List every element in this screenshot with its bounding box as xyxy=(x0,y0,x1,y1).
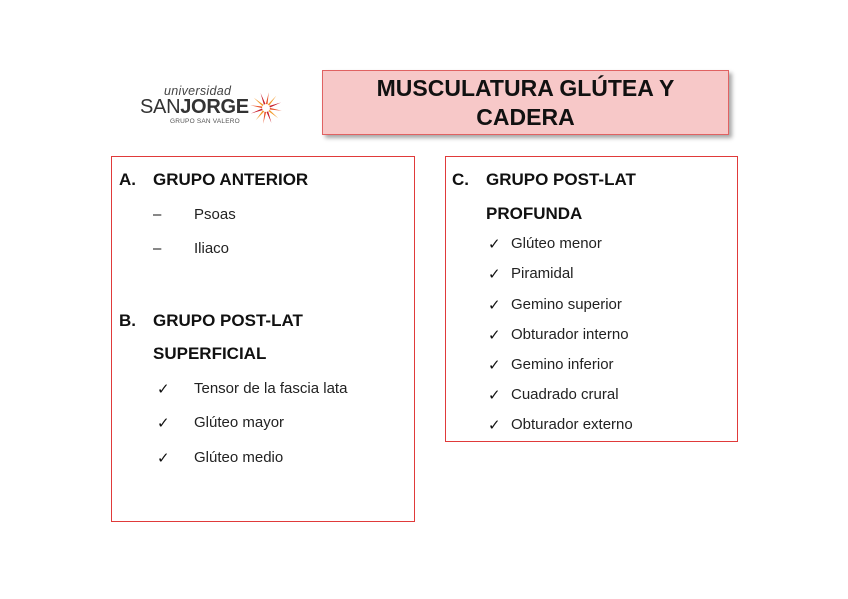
list-item: Glúteo menor xyxy=(511,235,602,252)
list-item: Piramidal xyxy=(511,265,574,282)
logo-jorge: JORGE xyxy=(180,96,249,118)
logo-star-ray xyxy=(269,103,281,108)
check-icon: ✓ xyxy=(488,236,501,253)
logo-star-ray xyxy=(261,93,266,105)
list-item: Iliaco xyxy=(194,240,230,257)
logo-star-ray xyxy=(256,110,264,120)
list-item: Psoas xyxy=(194,206,236,223)
logo-star-ray xyxy=(268,96,276,106)
slide-title xyxy=(322,70,729,135)
logo-universidad-text: universidad xyxy=(164,84,232,98)
section-b-title-line2: SUPERFICIAL xyxy=(153,344,267,363)
university-logo xyxy=(140,84,290,130)
list-item: Obturador externo xyxy=(511,416,633,433)
check-icon: ✓ xyxy=(488,266,501,283)
logo-san: SAN xyxy=(140,96,181,118)
check-icon: ✓ xyxy=(488,387,501,404)
section-b-title-line1: GRUPO POST-LAT xyxy=(153,311,303,330)
list-item: Gemino superior xyxy=(511,296,622,313)
logo-star-ray xyxy=(250,105,262,108)
section-c-title-line2: PROFUNDA xyxy=(486,204,583,223)
list-item: Glúteo mayor xyxy=(194,414,285,431)
check-icon: ✓ xyxy=(157,415,170,432)
check-icon: ✓ xyxy=(488,417,501,434)
section-a-letter: A. xyxy=(119,170,136,189)
check-icon: ✓ xyxy=(488,297,501,314)
logo-star-ray xyxy=(267,111,272,123)
check-icon: ✓ xyxy=(157,381,170,398)
dash-bullet-icon: – xyxy=(153,206,162,223)
check-icon: ✓ xyxy=(488,357,501,374)
list-item: Gemino inferior xyxy=(511,356,614,373)
logo-star-ray xyxy=(266,92,269,104)
section-c-title-line1: GRUPO POST-LAT xyxy=(486,170,636,189)
section-c-letter: C. xyxy=(452,170,469,189)
section-b-heading xyxy=(119,311,303,331)
logo-san-jorge-text xyxy=(140,96,249,119)
section-b-letter: B. xyxy=(119,311,136,330)
check-icon: ✓ xyxy=(488,327,501,344)
logo-star-ray xyxy=(263,112,266,124)
list-item: Obturador interno xyxy=(511,326,629,343)
list-item: Cuadrado crural xyxy=(511,386,619,403)
check-icon: ✓ xyxy=(157,450,170,467)
logo-star-ray xyxy=(254,98,264,106)
list-item: Glúteo medio xyxy=(194,449,284,466)
slide-title-text: MUSCULATURA GLÚTEA Y CADERA xyxy=(376,74,675,130)
logo-star-ray xyxy=(251,109,263,114)
dash-bullet-icon: – xyxy=(153,240,162,257)
section-a-title: GRUPO ANTERIOR xyxy=(153,170,309,189)
panel-left xyxy=(111,156,415,522)
section-c-heading xyxy=(452,170,636,190)
section-a-heading xyxy=(119,170,308,190)
logo-grupo-text: GRUPO SAN VALERO xyxy=(170,118,240,125)
list-item: Tensor de la fascia lata xyxy=(194,380,348,397)
logo-star-ray xyxy=(268,110,278,118)
logo-star-icon xyxy=(248,90,284,126)
logo-star-ray xyxy=(270,108,282,111)
panel-right xyxy=(445,156,738,442)
